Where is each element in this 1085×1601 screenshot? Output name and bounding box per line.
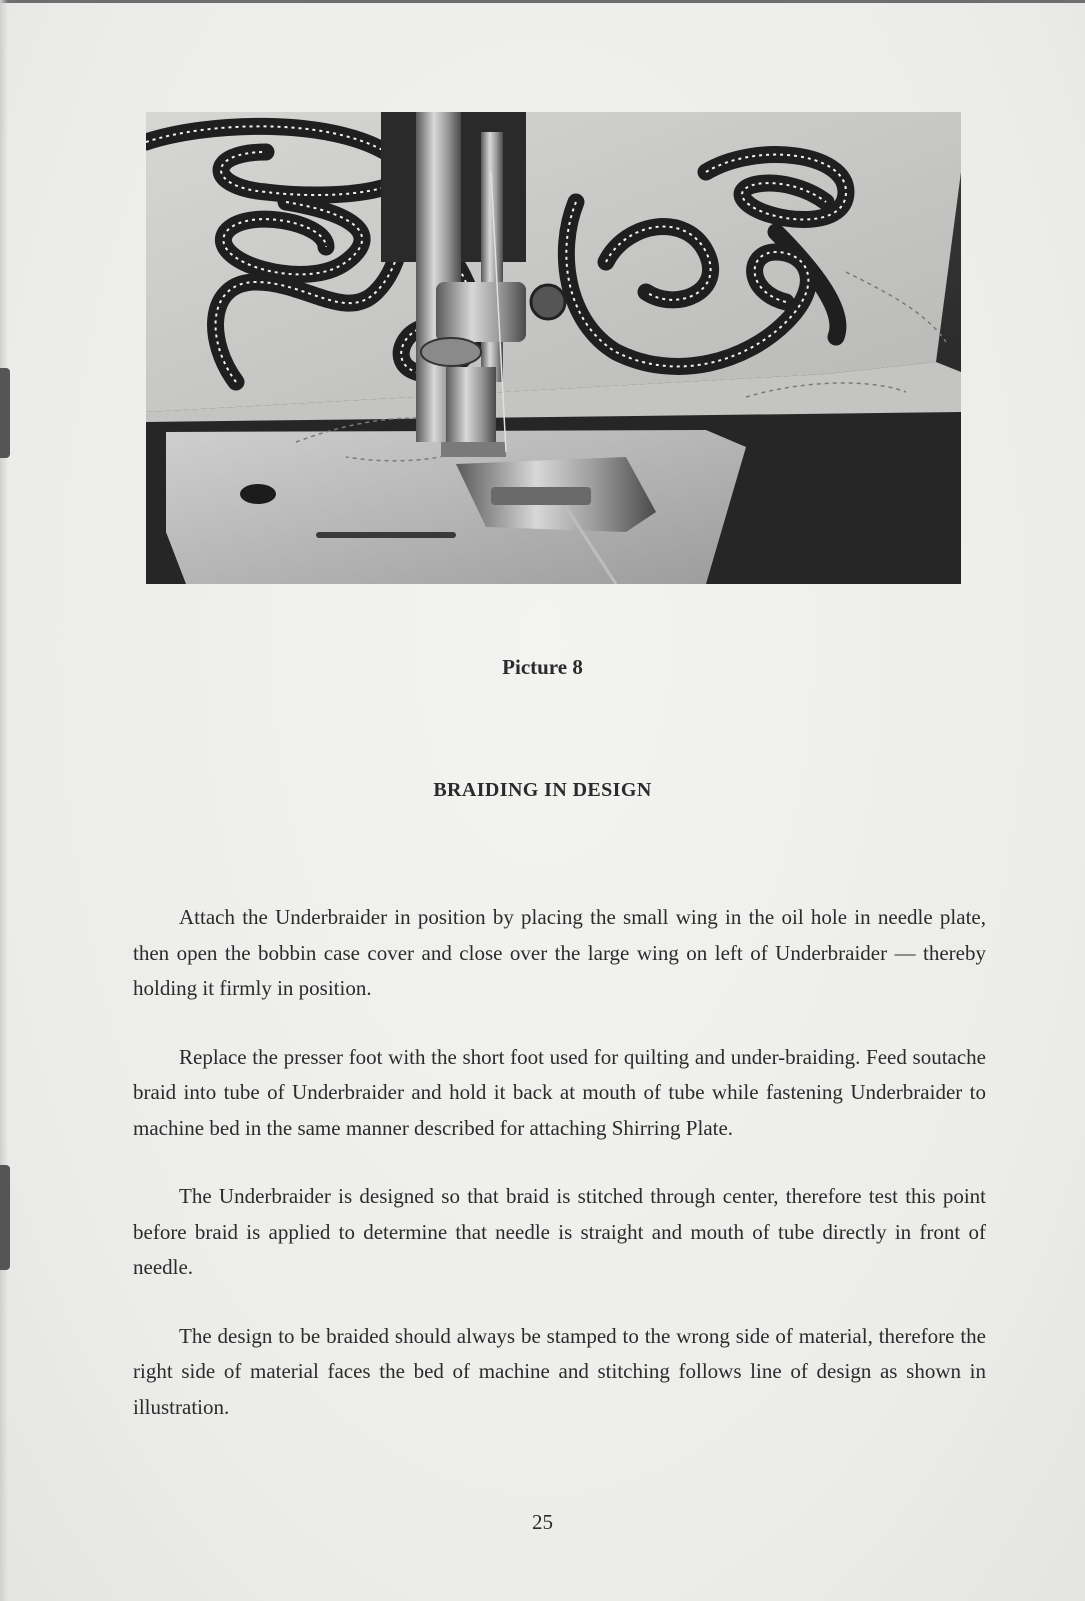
sewing-machine-photo (146, 112, 961, 584)
figure-caption: Picture 8 (502, 655, 583, 679)
paragraph-attach-underbraider: Attach the Underbraider in position by placing the small wing in the oil hole in needle plate, then open the bobbin case cover and close over the large wing on left of Underbraider — thereby holding it firmly in position. (133, 905, 986, 1000)
bed-slot (316, 532, 456, 538)
bed-hole (240, 484, 276, 504)
section-heading: BRAIDING IN DESIGN (433, 779, 652, 801)
page-top-edge (0, 0, 1085, 3)
underbraider-tube (491, 487, 591, 505)
needle-clamp (436, 282, 526, 342)
presser-foot-shank (446, 367, 496, 447)
instructions-body (133, 900, 986, 1458)
foot-knurl (421, 338, 481, 366)
thumb-screw (531, 285, 565, 319)
page-number: 25 (532, 1510, 553, 1534)
binding-clip-lower (0, 1165, 10, 1270)
paragraph-test-center: The Underbraider is designed so that braid is stitched through center, therefore test this point before braid is applied to determine that needle is straight and mouth of tube directly in front of needle. (133, 1184, 986, 1279)
paragraph-replace-presser-foot: Replace the presser foot with the short foot used for quilting and under-braiding. Feed soutache braid into tube of Underbraider and hold it back at mouth of tube while fastening Underbraider to machine bed in the same manner described for attaching Shirring Plate. (133, 1044, 986, 1140)
binding-clip-upper (0, 368, 10, 458)
presser-foot (441, 442, 506, 457)
paragraph-stamp-design: The design to be braided should always be stamped to the wrong side of material, therefore the right side of material faces the bed of machine and stitching follows line of design as shown in illustration. (133, 1323, 986, 1419)
